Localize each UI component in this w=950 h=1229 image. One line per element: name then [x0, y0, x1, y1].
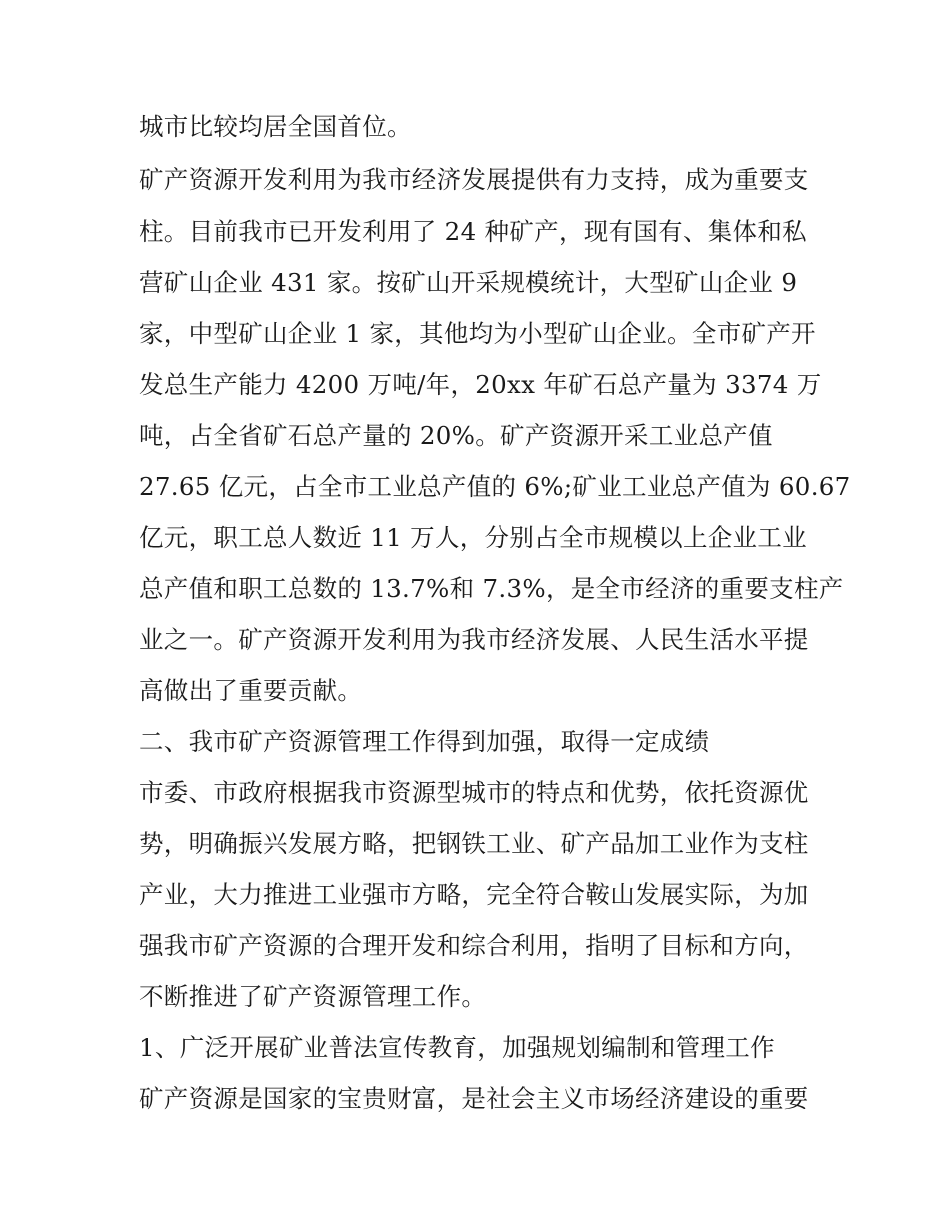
- text-line: 高做出了重要贡献。: [139, 676, 363, 705]
- subsection-heading: 1、广泛开展矿业普法宣传教育，加强规划编制和管理工作: [139, 1033, 775, 1062]
- text-line: 亿元，职工总人数近 11 万人，分别占全市规模以上企业工业: [139, 523, 807, 552]
- text-line: 强我市矿产资源的合理开发和综合利用，指明了目标和方向，: [139, 931, 809, 960]
- text-line: 矿产资源是国家的宝贵财富，是社会主义市场经济建设的重要: [139, 1084, 809, 1113]
- text-line: 家，中型矿山企业 1 家，其他均为小型矿山企业。全市矿产开: [139, 319, 816, 348]
- text-line: 城市比较均居全国首位。: [139, 112, 412, 141]
- text-line: 产业，大力推进工业强市方略，完全符合鞍山发展实际，为加: [139, 880, 809, 909]
- section-heading: 二、我市矿产资源管理工作得到加强，取得一定成绩: [139, 727, 710, 756]
- text-line: 矿产资源开发利用为我市经济发展提供有力支持，成为重要支: [139, 165, 809, 194]
- text-line: 市委、市政府根据我市资源型城市的特点和优势，依托资源优: [139, 778, 809, 807]
- text-line: 不断推进了矿产资源管理工作。: [139, 982, 487, 1011]
- text-line: 势，明确振兴发展方略，把钢铁工业、矿产品加工业作为支柱: [139, 829, 809, 858]
- text-line: 业之一。矿产资源开发利用为我市经济发展、人民生活水平提: [139, 625, 809, 654]
- text-line: 27.65 亿元，占全市工业总产值的 6%;矿业工业总产值为 60.67: [139, 472, 851, 501]
- text-line: 柱。目前我市已开发利用了 24 种矿产，现有国有、集体和私: [139, 217, 807, 246]
- text-line: 营矿山企业 431 家。按矿山开采规模统计，大型矿山企业 9: [139, 268, 798, 297]
- text-line: 发总生产能力 4200 万吨/年，20xx 年矿石总产量为 3374 万: [139, 370, 822, 399]
- text-line: 总产值和职工总数的 13.7%和 7.3%，是全市经济的重要支柱产: [139, 574, 844, 603]
- text-line: 吨，占全省矿石总产量的 20%。矿产资源开采工业总产值: [139, 421, 773, 450]
